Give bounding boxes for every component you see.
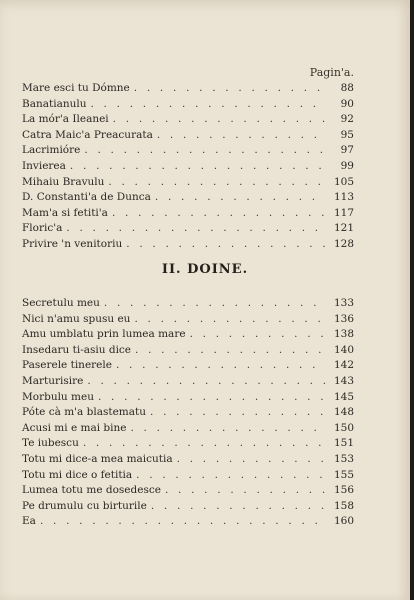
toc-entry [22, 206, 354, 222]
dot-leader [150, 405, 326, 421]
toc-page-number: 156 [333, 484, 354, 497]
toc-page-number: 145 [333, 390, 354, 403]
toc-page-number: 148 [333, 406, 354, 419]
toc-title: Banatianulu [22, 97, 87, 110]
toc-page-number: 143 [333, 374, 354, 387]
toc-title: Totu mi dice-a mea maicutia [22, 452, 173, 465]
dot-leader [98, 390, 326, 406]
page-column-heading: Pagin'a. [309, 66, 354, 79]
dot-leader [112, 206, 326, 222]
toc-page-number: 153 [333, 452, 354, 465]
toc-section-1 [22, 66, 354, 253]
dot-leader [113, 112, 326, 128]
toc-entry [22, 483, 354, 499]
toc-page-number: 140 [333, 343, 354, 356]
dot-leader [135, 343, 326, 359]
toc-entry [22, 112, 354, 128]
toc-title: Floric'a [22, 222, 63, 235]
toc-title: Lumea totu me dosedesce [22, 484, 161, 497]
dot-leader [151, 499, 326, 515]
toc-page-number: 92 [340, 113, 354, 126]
toc-page-number: 138 [333, 328, 354, 341]
dot-leader [70, 159, 326, 175]
dot-leader [136, 468, 326, 484]
dot-leader [130, 421, 326, 437]
toc-title: Te iubescu [22, 437, 79, 450]
toc-page-number: 136 [333, 312, 354, 325]
toc-title: Insedaru ti-asiu dice [22, 343, 132, 356]
toc-entry [22, 374, 354, 390]
toc-entry [22, 97, 354, 113]
dot-leader [83, 436, 326, 452]
toc-entry [22, 128, 354, 144]
toc-page-number: 158 [333, 499, 354, 512]
toc-entry [22, 296, 354, 312]
dot-leader [116, 358, 326, 374]
toc-page-number: 105 [333, 175, 354, 188]
toc-entry [22, 390, 354, 406]
dot-leader [134, 312, 326, 328]
toc-title: Secretulu meu [22, 297, 100, 309]
toc-entry [22, 499, 354, 515]
dot-leader [87, 374, 326, 390]
toc-title: Marturisire [22, 374, 84, 387]
toc-entry [22, 436, 354, 452]
toc-page-number: 99 [340, 159, 354, 172]
toc-title: Paserele tinerele [22, 359, 112, 372]
toc-title: La mór'a Ileanei [22, 113, 109, 126]
dot-leader [104, 296, 326, 312]
toc-entry [22, 343, 354, 359]
dot-leader [126, 237, 326, 253]
toc-title: Nici n'amu spusu eu [22, 312, 131, 325]
toc-title: D. Constanti'a de Dunca [22, 191, 151, 204]
toc-title: Ea [22, 515, 36, 528]
dot-leader [40, 514, 326, 530]
toc-page-number: 142 [333, 359, 354, 372]
page-edge-shadow [410, 0, 414, 600]
toc-title: Póte cà m'a blastematu [22, 406, 147, 419]
toc-page-number: 90 [340, 97, 354, 110]
dot-leader [157, 128, 326, 144]
toc-entry [22, 468, 354, 484]
toc-entry [22, 175, 354, 191]
toc-title: Mare esci tu Dómne [22, 82, 130, 94]
toc-entry [22, 358, 354, 374]
toc-title: Morbulu meu [22, 390, 94, 403]
toc-page-number: 113 [333, 191, 354, 204]
toc-title: Amu umblatu prin lumea mare [22, 328, 186, 341]
toc-page-number: 151 [333, 437, 354, 450]
toc-entry [22, 327, 354, 343]
toc-page-number: 88 [340, 82, 354, 94]
toc-page-number: 97 [340, 144, 354, 157]
toc-title: Mihaiu Bravulu [22, 175, 105, 188]
toc-title: Acusi mi e mai bine [22, 421, 127, 434]
toc-title: Invierea [22, 159, 66, 172]
toc-title: Catra Maic'a Preacurata [22, 128, 153, 141]
toc-title: Mam'a si fetiti'a [22, 206, 108, 219]
dot-leader [108, 175, 326, 191]
dot-leader [134, 81, 326, 97]
toc-entry [22, 143, 354, 159]
toc-title: Lacrimióre [22, 144, 81, 157]
dot-leader [90, 97, 326, 113]
toc-page-number: 133 [333, 297, 354, 309]
dot-leader [155, 190, 326, 206]
toc-page-number: 117 [333, 206, 354, 219]
toc-title: Privire 'n venitoriu [22, 237, 123, 250]
toc-entry [22, 81, 354, 97]
section-heading: II. DOINE. [161, 262, 249, 277]
toc-section-2 [22, 296, 354, 530]
dot-leader [190, 327, 326, 343]
toc-entry [22, 159, 354, 175]
toc-entry [22, 405, 354, 421]
toc-page-number: 155 [333, 468, 354, 481]
toc-page-number: 160 [333, 515, 354, 528]
toc-entry [22, 190, 354, 206]
dot-leader [177, 452, 326, 468]
dot-leader [84, 143, 326, 159]
dot-leader [66, 221, 326, 237]
toc-entry [22, 514, 354, 530]
toc-entry [22, 452, 354, 468]
toc-page-number: 121 [333, 222, 354, 235]
toc-page-number: 150 [333, 421, 354, 434]
toc-title: Pe drumulu cu birturile [22, 499, 147, 512]
toc-entry [22, 421, 354, 437]
toc-title: Totu mi dice o fetitia [22, 468, 133, 481]
toc-entry [22, 237, 354, 253]
toc-page-number: 95 [340, 128, 354, 141]
dot-leader [165, 483, 326, 499]
toc-page-number: 128 [333, 237, 354, 250]
toc-entry [22, 312, 354, 328]
toc-entry [22, 221, 354, 237]
